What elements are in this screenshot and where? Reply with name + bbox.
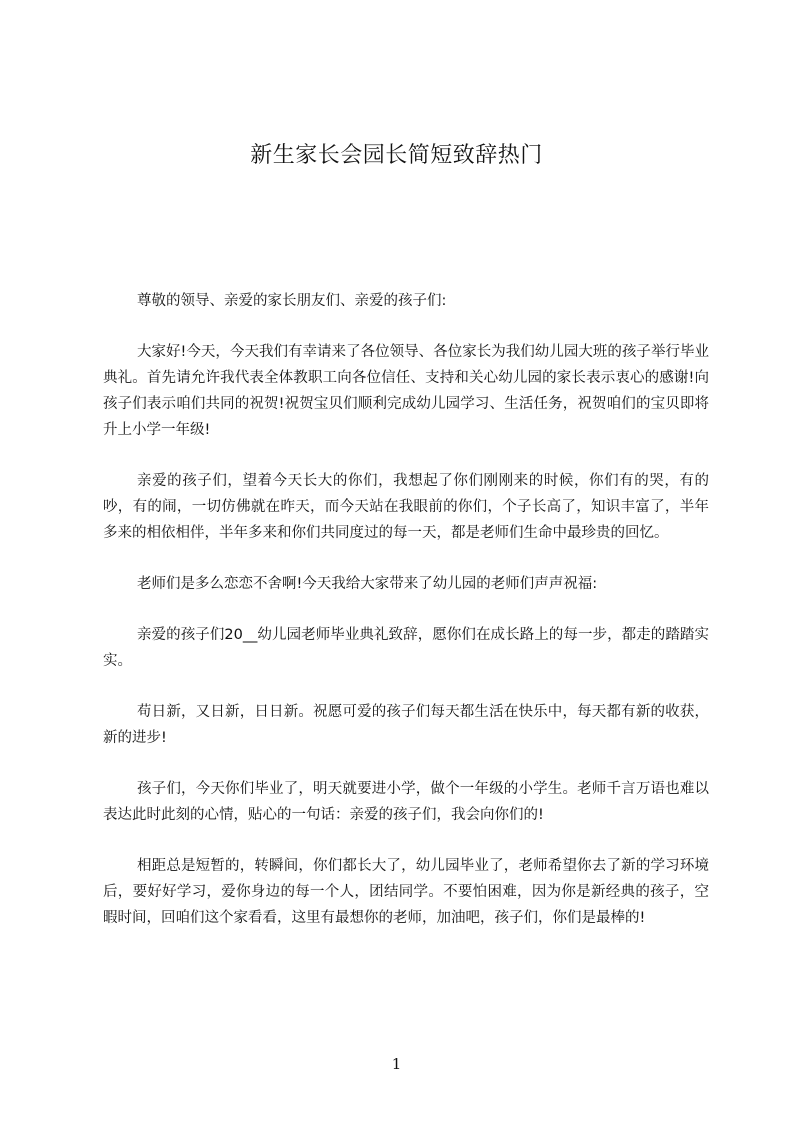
paragraph-blessings-intro: 老师们是多么恋恋不舍啊!今天我给大家带来了幼儿园的老师们声声祝福: xyxy=(137,576,598,592)
page-number: 1 xyxy=(391,1055,402,1073)
salutation: 尊敬的领导、亲爱的家长朋友们、亲爱的孩子们: xyxy=(137,293,447,309)
document-title: 新生家长会园长简短致辞热门 xyxy=(250,143,543,168)
paragraph-greeting: 大家好!今天，今天我们有幸请来了各位领导、各位家长为我们幼儿园大班的孩子举行毕业典礼。首先请允许我代表全体教职工向各位信任、支持和关心幼儿园的家长表示衷心的感谢!向孩子们表示咱们共同的祝贺!祝贺宝贝们顺利完成幼儿园学习、生活任务，祝贺咱们的宝贝即将升上小学一年级! xyxy=(103,344,709,438)
paragraph-blessing-4: 相距总是短暂的，转瞬间，你们都长大了，幼儿园毕业了，老师希望你去了新的学习环境后，要好好学习，爱你身边的每一个人，团结同学。不要怕困难，因为你是新经典的孩子，空暇时间，回咱们这个家看看，这里有最想你的老师，加油吧，孩子们，你们是最棒的! xyxy=(103,858,709,926)
paragraph-blessing-2: 苟日新，又日新，日日新。祝愿可爱的孩子们每天都生活在快乐中，每天都有新的收获，新的进步! xyxy=(103,704,709,746)
document-body xyxy=(103,288,709,956)
paragraph-blessing-3: 孩子们，今天你们毕业了，明天就要进小学，做个一年级的小学生。老师千言万语也难以表达此时此刻的心情，贴心的一句话：亲爱的孩子们，我会向你们的! xyxy=(103,781,709,823)
paragraph-blessing-1: 亲爱的孩子们20__幼儿园老师毕业典礼致辞，愿你们在成长路上的每一步，都走的踏踏实实。 xyxy=(103,627,709,669)
paragraph-memories: 亲爱的孩子们，望着今天长大的你们，我想起了你们刚刚来的时候，你们有的哭，有的吵，有的闹，一切仿佛就在昨天，而今天站在我眼前的你们，个子长高了，知识丰富了，半年多来的相依相伴，半年多来和你们共同度过的每一天，都是老师们生命中最珍贵的回忆。 xyxy=(103,473,709,541)
